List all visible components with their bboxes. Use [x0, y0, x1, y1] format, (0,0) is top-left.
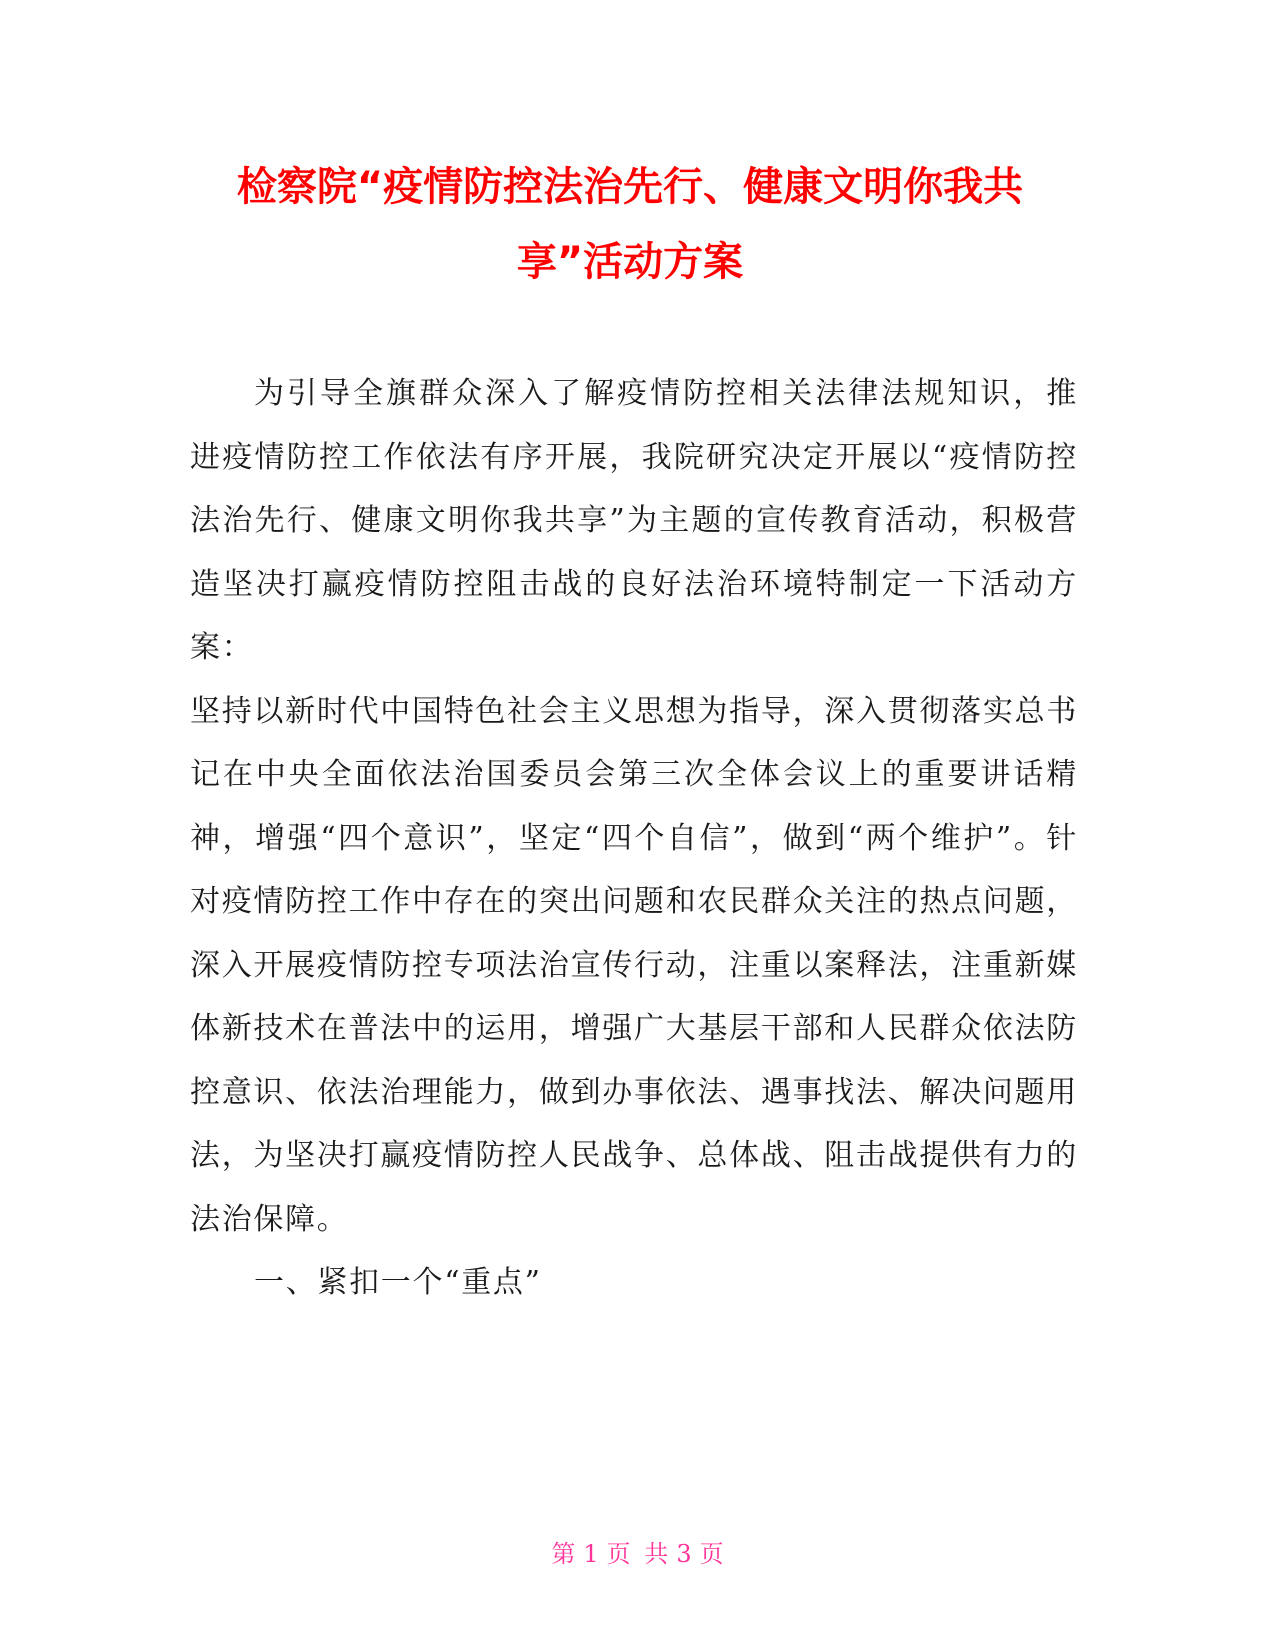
- footer-total: 3: [676, 1540, 692, 1568]
- guiding-paragraph: 坚持以新时代中国特色社会主义思想为指导，深入贯彻落实总书记在中央全面依法治国委员会第三次全体会议上的重要讲话精神，增强“四个意识”，坚定“四个自信”，做到“两个维护”。针对疫情防控工作中存在的突出问题和农民群众关注的热点问题，深入开展疫情防控专项法治宣传行动，注重以案释法，注重新媒体新技术在普法中的运用，增强广大基层干部和人民群众依法防控意识、依法治理能力，做到办事依法、遇事找法、解决问题用法，为坚决打赢疫情防控人民战争、总体战、阻击战提供有力的法治保障。: [190, 693, 1078, 1237]
- footer-suffix: 页: [699, 1540, 724, 1568]
- footer-mid: 页 共: [606, 1540, 669, 1568]
- intro-paragraph: 为引导全旗群众深入了解疫情防控相关法律法规知识，推进疫情防控工作依法有序开展，我院研究决定开展以“疫情防控法治先行、健康文明你我共享”为主题的宣传教育活动，积极营造坚决打赢疫情防控阻击战的良好法治环境特制定一下活动方案：: [190, 376, 1078, 665]
- title-line-1: 检察院“疫情防控法治先行、健康文明你我共: [236, 164, 1024, 210]
- document-body: [190, 362, 1078, 1315]
- page-number-footer: [0, 1534, 1275, 1569]
- footer-page: 1: [583, 1540, 599, 1568]
- document-title: [175, 150, 1085, 300]
- title-line-2: 享”活动方案: [516, 239, 744, 285]
- section-heading: 一、紧扣一个“重点”: [254, 1265, 542, 1300]
- footer-prefix: 第: [551, 1540, 576, 1568]
